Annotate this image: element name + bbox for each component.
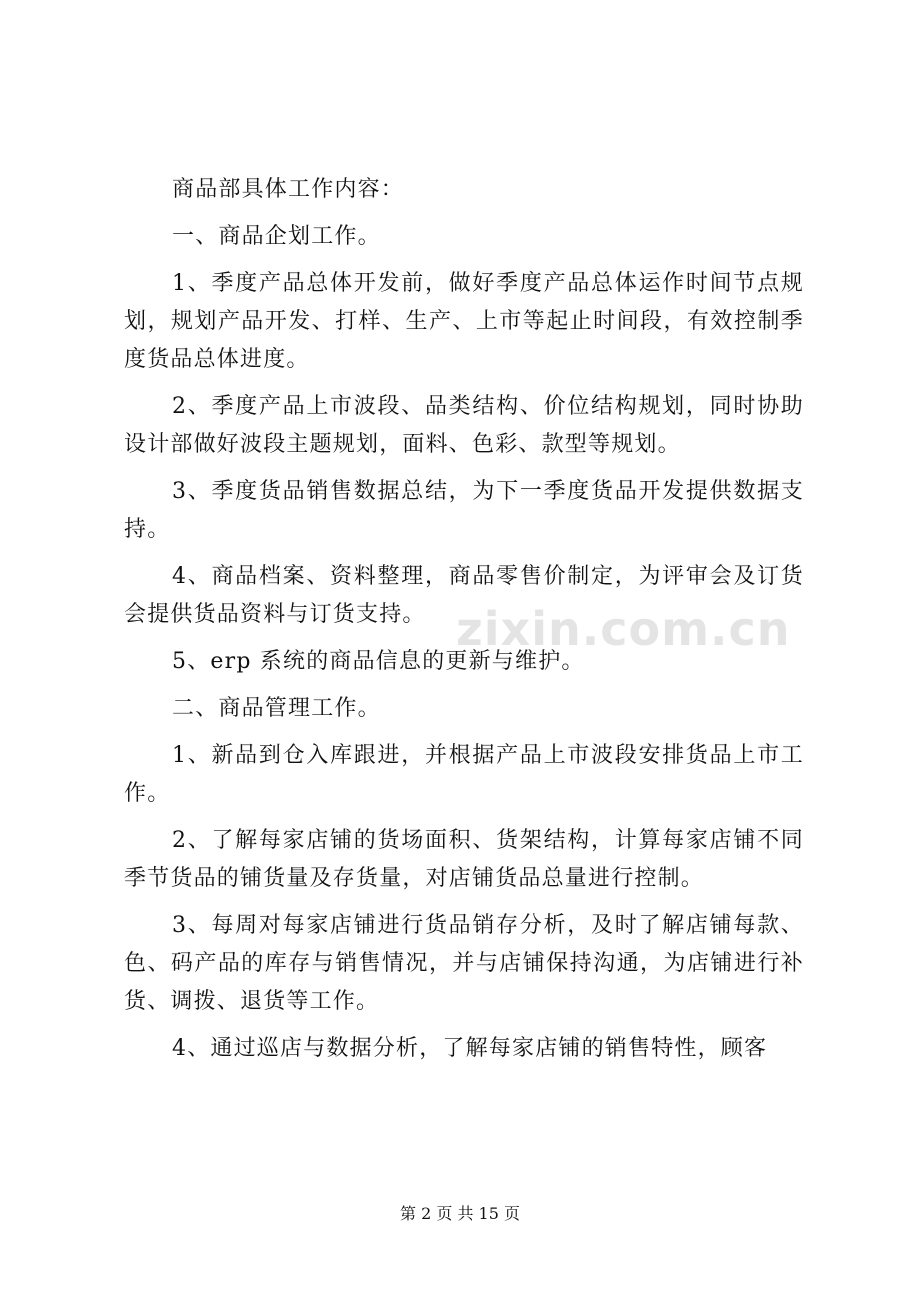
paragraph: 5、erp 系统的商品信息的更新与维护。 <box>172 649 585 674</box>
page-number-footer: 第 2 页 共 15 页 <box>400 1204 520 1223</box>
section-heading: 商品部具体工作内容： <box>172 177 405 202</box>
paragraph: 2、了解每家店铺的货场面积、货架结构，计算每家店铺不同季节货品的铺货量及存货量，对店铺货品总量进行控制。 <box>124 828 804 891</box>
paragraph: 4、通过巡店与数据分析，了解每家店铺的销售特性，顾客 <box>172 1036 768 1061</box>
watermark: zixin.com.cn <box>456 602 791 656</box>
paragraph: 1、季度产品总体开发前，做好季度产品总体运作时间节点规划，规划产品开发、打样、生产、上市等起止时间段，有效控制季度货品总体进度。 <box>124 271 804 372</box>
subsection-heading: 一、商品企划工作。 <box>172 224 381 249</box>
paragraph: 3、季度货品销售数据总结，为下一季度货品开发提供数据支持。 <box>124 479 804 542</box>
paragraph: 3、每周对每家店铺进行货品销存分析，及时了解店铺每款、色、码产品的库存与销售情况，并与店铺保持沟通，为店铺进行补货、调拨、退货等工作。 <box>124 913 804 1014</box>
paragraph: 4、商品档案、资料整理，商品零售价制定，为评审会及订货会提供货品资料与订货支持。 <box>124 564 804 627</box>
paragraph: 1、新品到仓入库跟进，并根据产品上市波段安排货品上市工作。 <box>124 743 804 806</box>
paragraph: 2、季度产品上市波段、品类结构、价位结构规划，同时协助设计部做好波段主题规划，面料、色彩、款型等规划。 <box>124 394 804 457</box>
subsection-heading: 二、商品管理工作。 <box>172 696 381 721</box>
